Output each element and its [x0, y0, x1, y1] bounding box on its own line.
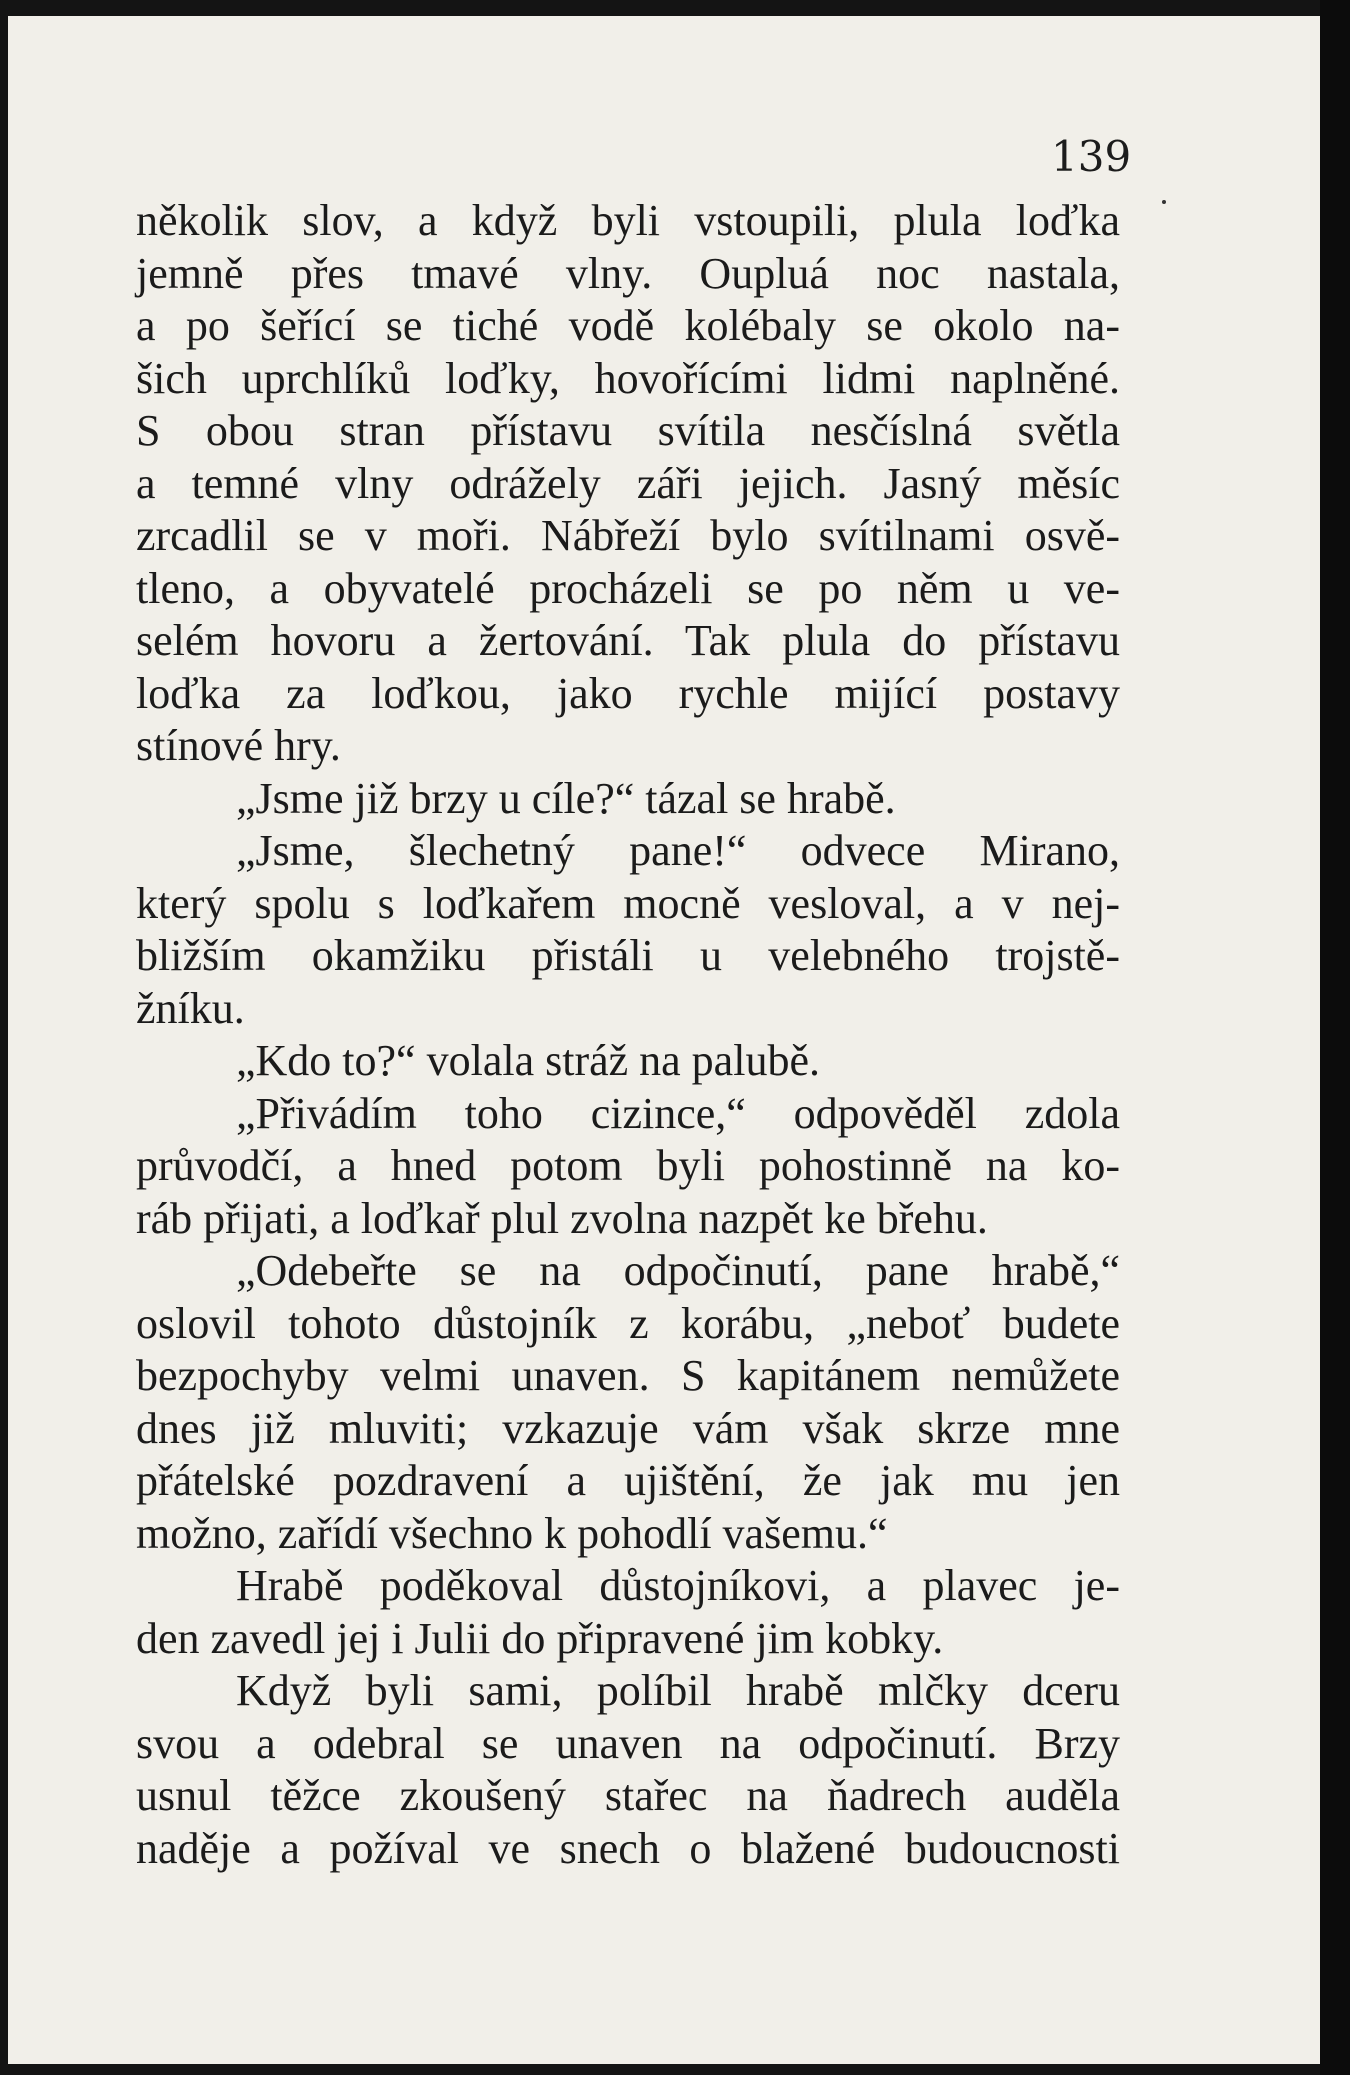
text-line: možno, zařídí všechno k pohodlí vašemu.“: [136, 1508, 888, 1558]
page-speck: [1162, 200, 1166, 204]
page-number: 139: [1051, 132, 1132, 181]
text-line: tleno, a obyvatelé procházeli se po něm u ve-: [136, 563, 1120, 613]
text-line: oslovil tohoto důstojník z korábu, „neboť budete: [136, 1298, 1120, 1348]
text-line: průvodčí, a hned potom byli pohostinně na ko-: [136, 1141, 1120, 1190]
text-line: „Odebeřte se na odpočinutí, pane hrabě,“: [236, 1246, 1120, 1295]
text-line: přátelské pozdravení a ujištění, že jak mu jen: [136, 1456, 1120, 1505]
text-line: S obou stran přístavu svítila nesčíslná světla: [136, 406, 1120, 455]
text-line: a po šeřící se tiché vodě kolébaly se okolo na-: [136, 301, 1120, 350]
text-line: šich uprchlíků loďky, hovořícími lidmi naplněné.: [136, 353, 1120, 403]
text-line: zrcadlil se v moři. Nábřeží bylo svítilnami osvě-: [136, 511, 1120, 560]
text-line: „Přivádím toho cizince,“ odpověděl zdola: [236, 1088, 1120, 1138]
text-line: den zavedl jej i Julii do připravené jim kobky.: [136, 1613, 944, 1663]
text-line: selém hovoru a žertování. Tak plula do přístavu: [136, 616, 1120, 665]
text-line: který spolu s loďkařem mocně vesloval, a v nej-: [136, 878, 1120, 928]
text-line: dnes již mluviti; vzkazuje vám však skrze mne: [136, 1403, 1120, 1453]
text-line: „Kdo to?“ volala stráž na palubě.: [236, 1036, 820, 1085]
text-line: stínové hry.: [136, 721, 341, 770]
text-line: „Jsme již brzy u cíle?“ tázal se hrabě.: [236, 773, 896, 823]
text-line: Když byli sami, políbil hrabě mlčky dceru: [236, 1666, 1120, 1715]
body-text: [136, 195, 1120, 1875]
text-line: a temné vlny odrážely záři jejich. Jasný měsíc: [136, 458, 1120, 508]
text-line: Hrabě poděkoval důstojníkovi, a plavec je-: [236, 1561, 1120, 1610]
text-line: „Jsme, šlechetný pane!“ odvece Mirano,: [236, 826, 1120, 875]
scan-edge: [1320, 0, 1350, 2075]
text-line: několik slov, a když byli vstoupili, plula loďka: [136, 196, 1120, 245]
text-line: bližším okamžiku přistáli u velebného trojstě-: [136, 931, 1120, 980]
text-line: svou a odebral se unaven na odpočinutí. Brzy: [136, 1718, 1120, 1768]
text-line: jemně přes tmavé vlny. Oupluá noc nastala,: [136, 248, 1120, 298]
text-line: žníku.: [136, 983, 245, 1033]
text-line: ráb přijati, a loďkař plul zvolna nazpět ke břehu.: [136, 1193, 988, 1243]
text-line: loďka za loďkou, jako rychle mijící postavy: [136, 668, 1120, 718]
text-line: usnul těžce zkoušený stařec na ňadrech auděla: [136, 1771, 1120, 1820]
book-page: [8, 16, 1320, 2064]
text-line: bezpochyby velmi unaven. S kapitánem nemůžete: [136, 1351, 1120, 1400]
text-line: naděje a požíval ve snech o blažené budoucnosti: [136, 1823, 1120, 1873]
